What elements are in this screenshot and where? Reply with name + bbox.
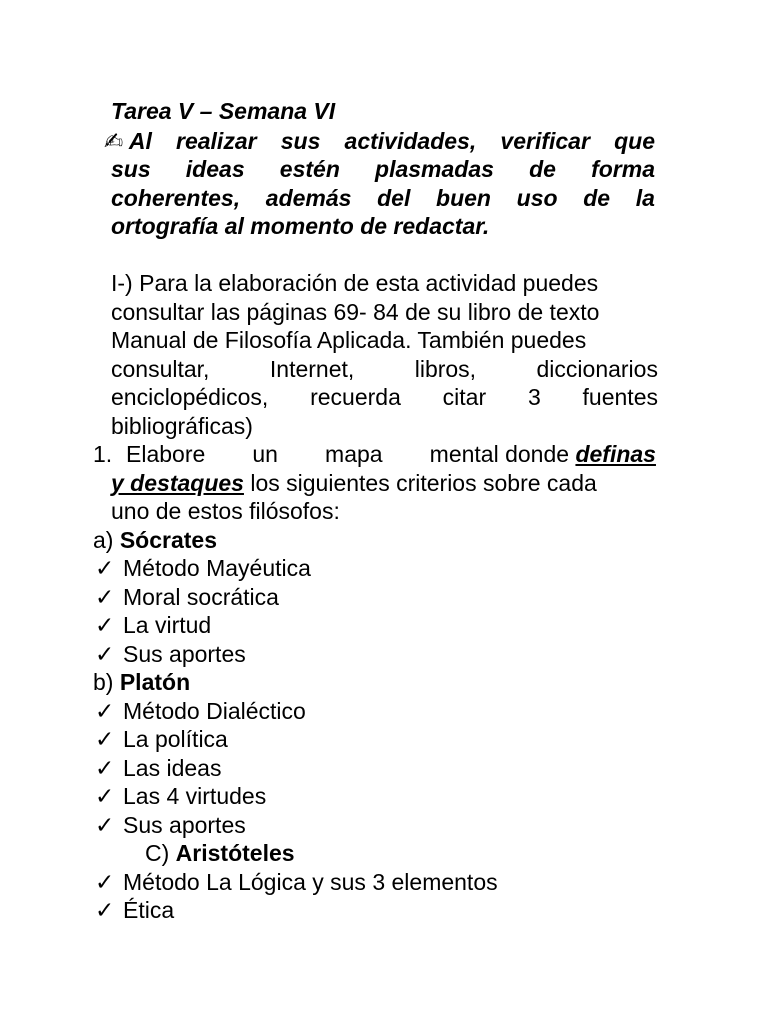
pencil-icon: ✍ Al bbox=[104, 128, 152, 154]
list-item: ✓ Las 4 virtudes bbox=[95, 783, 267, 809]
list-item: ✓ Moral socrática bbox=[95, 584, 279, 610]
list-item: ✓ Método Mayéutica bbox=[95, 555, 311, 581]
instruction-line-2: sus ideas estén plasmadas de forma bbox=[111, 156, 655, 182]
check-icon: ✓ bbox=[95, 869, 115, 895]
philosopher-heading-aristoteles: C) Aristóteles bbox=[145, 840, 295, 866]
task-line-2: y destaques los siguientes criterios sobre cada bbox=[111, 470, 597, 496]
task-number: 1. bbox=[93, 441, 113, 467]
check-icon: ✓ bbox=[95, 641, 115, 667]
check-icon: ✓ bbox=[95, 555, 115, 581]
list-item: ✓ Sus aportes bbox=[95, 641, 246, 667]
philosopher-heading-socrates: a) Sócrates bbox=[93, 527, 218, 553]
intro-line-2: consultar las páginas 69- 84 de su libro de texto bbox=[111, 299, 600, 325]
check-icon: ✓ bbox=[95, 783, 115, 809]
list-item: ✓ La política bbox=[95, 726, 228, 752]
list-item: ✓ Método La Lógica y sus 3 elementos bbox=[95, 869, 498, 895]
philosopher-heading-platon: b) Platón bbox=[93, 669, 191, 695]
list-item: ✓ Las ideas bbox=[95, 755, 222, 781]
list-item: ✓ Ética bbox=[95, 897, 175, 923]
list-item: ✓ Sus aportes bbox=[95, 812, 246, 838]
check-icon: ✓ bbox=[95, 584, 115, 610]
check-icon: ✓ bbox=[95, 698, 115, 724]
check-icon: ✓ bbox=[95, 812, 115, 838]
page-title: Tarea V – Semana VI bbox=[111, 98, 336, 124]
intro-line-4: consultar, Internet, libros, diccionarios bbox=[111, 356, 658, 382]
instruction-line-3: coherentes, además del buen uso de la bbox=[111, 185, 655, 211]
task-line-1: Elabore un mapa mental donde definas bbox=[126, 441, 656, 467]
instruction-line-4: ortografía al momento de redactar. bbox=[111, 213, 490, 239]
emphasis-definas: definas bbox=[575, 441, 656, 467]
check-icon: ✓ bbox=[95, 612, 115, 638]
intro-line-1: I-) Para la elaboración de esta actividad puedes bbox=[111, 270, 599, 296]
list-item: ✓ Método Dialéctico bbox=[95, 698, 306, 724]
instruction-line-1: ✍ Al realizar sus actividades, verificar que bbox=[104, 128, 655, 154]
check-icon: ✓ bbox=[95, 897, 115, 923]
intro-line-6: bibliográficas) bbox=[111, 413, 253, 439]
intro-line-3: Manual de Filosofía Aplicada. También puedes bbox=[111, 327, 587, 353]
list-item: ✓ La virtud bbox=[95, 612, 212, 638]
intro-line-5: enciclopédicos, recuerda citar 3 fuentes bbox=[111, 384, 658, 410]
task-line-3: uno de estos filósofos: bbox=[111, 498, 340, 524]
check-icon: ✓ bbox=[95, 755, 115, 781]
check-icon: ✓ bbox=[95, 726, 115, 752]
emphasis-destaques: y destaques bbox=[111, 470, 244, 496]
